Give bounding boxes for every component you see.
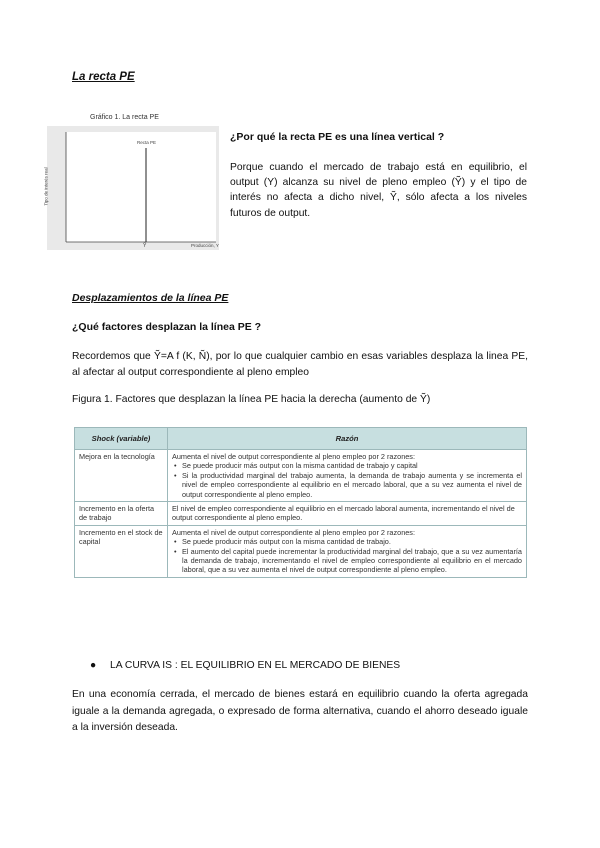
section-title-desplazamientos: Desplazamientos de la línea PE [72,292,229,304]
paragraph-recordemos: Recordemos que Ỹ=A f (K, Ñ), por lo que cualquier cambio en esas variables desplaza la linea PE, al afectar al output correspondiente al pleno empleo [72,351,528,378]
question-factores: ¿Qué factores desplazan la línea PE ? [72,321,262,333]
razon-point: • Se puede producir más output con la misma cantidad de trabajo y capital [182,461,522,470]
x-tick-ytilde: Ỹ [143,243,147,249]
razon-intro: Aumenta el nivel de output correspondiente al pleno empleo por 2 razones: [172,452,415,461]
razon-points [172,461,522,499]
razon-point: • Si la productividad marginal del trabajo aumenta, la demanda de trabajo aumenta y se incrementa el nivel de empleo correspondiente al equilibrio en el mercado laboral, que a su vez aumenta el nivel de output correspondiente al pleno empleo. [182,471,522,499]
y-axis-label: Tipo de interés real [43,167,49,206]
factors-table [74,427,527,578]
razon-points [172,537,522,575]
table-row [75,502,527,526]
razon-point: • El aumento del capital puede incrementar la productividad marginal del trabajo, que a su vez aumentaría la demanda de trabajo, incrementando el nivel de empleo correspondiente al equilibrio en el mercado laboral, que a su vez aumenta el nivel de output correspondiente al pleno empleo. [182,547,522,575]
razon-cell [168,450,527,502]
x-axis-label: Producción, Y [191,243,219,248]
shock-cell: Incremento en la oferta de trabajo [75,502,168,526]
pe-graph-svg [47,126,219,250]
bullet-heading-curva-is [90,660,400,671]
pe-line-label: Recta PE [137,140,157,145]
bullet-dot-icon: ● [90,660,97,671]
answer-vertical: Porque cuando el mercado de trabajo está en equilibrio, el output (Y) alcanza su nivel de pleno empleo (Ỹ) y el tipo de interés no afecta a dicho nivel, Ỹ, sólo afecta a los niveles futuros de output. [230,162,527,219]
razon-cell [168,525,527,577]
pe-graph [43,126,219,250]
razon-intro: El nivel de empleo correspondiente al equilibrio en el mercado laboral aumenta, incrementando el nivel de output correspondiente al pleno empleo. [172,504,515,523]
section-title-recta-pe: La recta PE [72,71,135,83]
shock-cell: Mejora en la tecnología [75,450,168,502]
table-row [75,450,527,502]
question-vertical: ¿Por qué la recta PE es una línea vertical ? [230,131,445,143]
paragraph-economia-cerrada: En una economía cerrada, el mercado de bienes estará en equilibrio cuando la oferta agregada iguale a la demanda agregada, o expresado de forma alternativa, cuando el ahorro deseado iguale a la inversión deseada. [72,689,528,733]
figure-caption: Figura 1. Factores que desplazan la línea PE hacia la derecha (aumento de Ỹ) [72,394,431,405]
table-row [75,525,527,577]
header-razon: Razón [168,428,527,450]
table-header-row [75,428,527,450]
razon-intro: Aumenta el nivel de output correspondiente al pleno empleo por 2 razones: [172,527,415,537]
shock-cell: Incremento en el stock de capital [75,525,168,577]
razon-cell [168,502,527,526]
header-shock: Shock (variable) [75,428,168,450]
plot-area [66,132,216,242]
bullet-heading-text: LA CURVA IS : EL EQUILIBRIO EN EL MERCADO DE BIENES [110,660,401,671]
graph-caption: Gráfico 1. La recta PE [90,114,159,121]
razon-point: • Se puede producir más output con la misma cantidad de trabajo. [182,537,522,546]
